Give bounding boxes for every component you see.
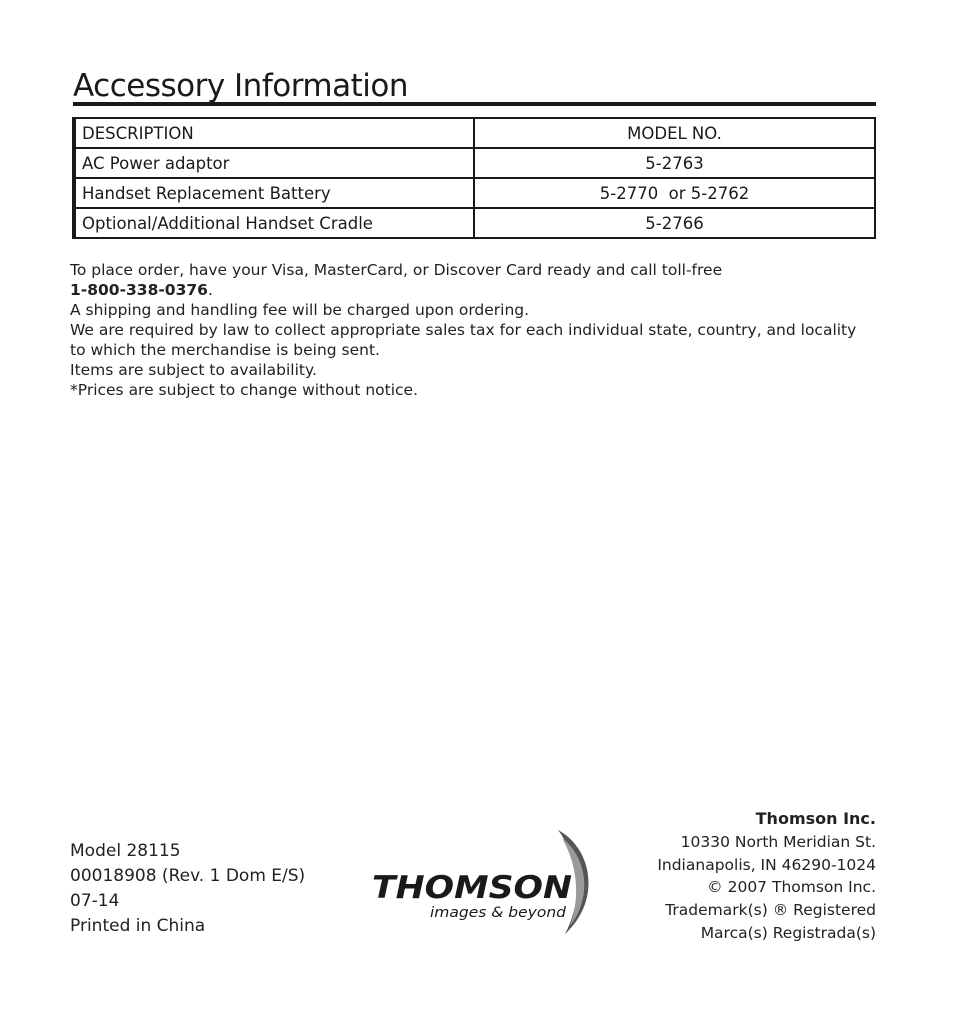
row-description: Optional/Additional Handset Cradle (74, 208, 474, 238)
row-description: AC Power adaptor (74, 148, 474, 178)
company-address (657, 808, 876, 945)
phone-number: 1-800-338-0376 (70, 281, 208, 299)
row-model: 5-2766 (474, 208, 875, 238)
copyright-notice: © 2007 Thomson Inc. (707, 878, 876, 897)
company-name: Thomson Inc. (755, 809, 876, 828)
model-number: Model 28115 (70, 841, 181, 861)
table-header-row (74, 118, 875, 148)
thomson-logo (370, 828, 605, 938)
street-address: 10330 North Meridian St. (680, 832, 876, 851)
revision-date: 07-14 (70, 891, 120, 911)
tax-note: We are required by law to collect appropriate sales tax for each individual state, country, and locality to which the merchandise is being sent. (70, 321, 857, 359)
page-title: Accessory Information (73, 66, 876, 106)
column-header-model: MODEL NO. (474, 118, 875, 148)
order-notes (70, 260, 870, 400)
order-instructions: To place order, have your Visa, MasterCard, or Discover Card ready and call toll-free (70, 261, 723, 279)
part-number: 00018908 (Rev. 1 Dom E/S) (70, 866, 306, 886)
prices-note: *Prices are subject to change without notice. (70, 381, 418, 399)
model-info (70, 839, 305, 939)
table-row (74, 148, 875, 178)
availability-note: Items are subject to availability. (70, 361, 317, 379)
column-header-description: DESCRIPTION (74, 118, 474, 148)
shipping-note: A shipping and handling fee will be charged upon ordering. (70, 301, 530, 319)
city-state-zip: Indianapolis, IN 46290-1024 (657, 855, 876, 874)
marca-notice: Marca(s) Registrada(s) (700, 923, 876, 942)
printed-location: Printed in China (70, 916, 206, 936)
accessory-table (72, 117, 876, 239)
phone-line (70, 280, 870, 300)
table-row (74, 178, 875, 208)
phone-suffix: . (207, 281, 213, 299)
logo-brand: THOMSON (372, 870, 573, 906)
row-description: Handset Replacement Battery (74, 178, 474, 208)
trademark-notice: Trademark(s) ® Registered (665, 901, 876, 920)
table-row (74, 208, 875, 238)
row-model: 5-2770 or 5-2762 (474, 178, 875, 208)
logo-tagline: images & beyond (430, 905, 567, 921)
row-model: 5-2763 (474, 148, 875, 178)
